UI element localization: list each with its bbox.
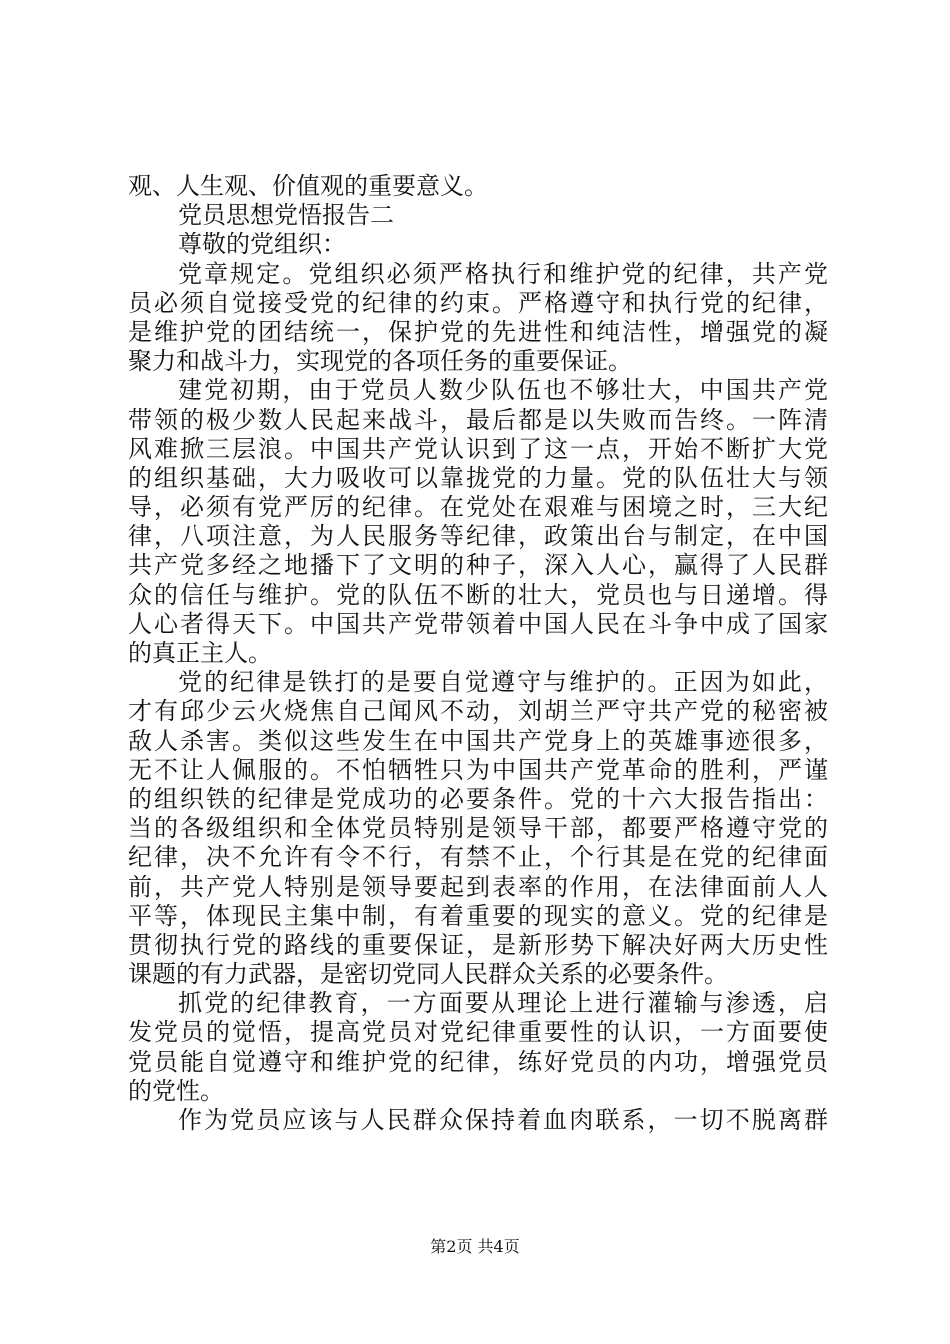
text-line: 人心者得天下。中国共产党带领着中国人民在斗争中成了国家 — [128, 609, 828, 638]
text-line: 党员思想党悟报告二 — [178, 201, 394, 230]
text-line: 员必须自觉接受党的纪律的约束。严格遵守和执行党的纪律， — [128, 288, 828, 317]
text-line: 建党初期，由于党员人数少队伍也不够壮大，中国共产党 — [178, 376, 828, 405]
text-line: 党章规定。党组织必须严格执行和维护党的纪律，共产党 — [178, 259, 828, 288]
text-line: 共产党多经之地播下了文明的种子，深入人心，赢得了人民群 — [128, 551, 828, 580]
text-line: 纪律，决不允许有令不行，有禁不止，个行其是在党的纪律面 — [128, 843, 828, 872]
text-line: 导，必须有党严厉的纪律。在党处在艰难与困境之时，三大纪 — [128, 493, 828, 522]
text-line: 贯彻执行党的路线的重要保证，是新形势下解决好两大历史性 — [128, 930, 828, 959]
text-line: 尊敬的党组织： — [178, 230, 346, 259]
page-footer: 第2页 共4页 — [430, 1237, 520, 1256]
text-line: 前，共产党人特别是领导要起到表率的作用，在法律面前人人 — [128, 872, 828, 901]
document-body — [128, 172, 828, 1135]
text-line: 带领的极少数人民起来战斗，最后都是以失败而告终。一阵清 — [128, 405, 828, 434]
text-line: 无不让人佩服的。不怕牺牲只为中国共产党革命的胜利，严谨 — [128, 755, 828, 784]
text-line: 才有邱少云火烧焦自己闻风不动，刘胡兰严守共产党的秘密被 — [128, 697, 828, 726]
text-line: 观、人生观、价值观的重要意义。 — [128, 172, 488, 200]
text-line: 党的纪律是铁打的是要自觉遵守与维护的。正因为如此， — [178, 668, 828, 697]
text-line: 当的各级组织和全体党员特别是领导干部，都要严格遵守党的 — [128, 814, 828, 843]
text-line: 的党性。 — [128, 1076, 224, 1105]
text-line: 作为党员应该与人民群众保持着血肉联系，一切不脱离群 — [178, 1106, 828, 1134]
text-line: 聚力和战斗力，实现党的各项任务的重要保证。 — [128, 347, 632, 376]
text-line: 是维护党的团结统一，保护党的先进性和纯洁性，增强党的凝 — [128, 317, 828, 346]
text-line: 抓党的纪律教育，一方面要从理论上进行灌输与渗透，启 — [178, 989, 828, 1018]
text-line: 的组织基础，大力吸收可以靠拢党的力量。党的队伍壮大与领 — [128, 463, 828, 492]
text-line: 敌人杀害。类似这些发生在中国共产党身上的英雄事迹很多， — [128, 726, 828, 755]
text-line: 的组织铁的纪律是党成功的必要条件。党的十六大报告指出： — [128, 784, 828, 813]
text-line: 课题的有力武器，是密切党同人民群众关系的必要条件。 — [128, 960, 728, 989]
text-line: 平等，体现民主集中制，有着重要的现实的意义。党的纪律是 — [128, 901, 828, 930]
text-line: 的真正主人。 — [128, 639, 272, 667]
text-line: 众的信任与维护。党的队伍不断的壮大，党员也与日递增。得 — [128, 580, 828, 609]
text-line: 发党员的觉悟，提高党员对党纪律重要性的认识，一方面要使 — [128, 1018, 828, 1047]
text-line: 风难掀三层浪。中国共产党认识到了这一点，开始不断扩大党 — [128, 434, 828, 463]
text-line: 律，八项注意，为人民服务等纪律，政策出台与制定，在中国 — [128, 522, 828, 551]
text-line: 党员能自觉遵守和维护党的纪律，练好党员的内功，增强党员 — [128, 1047, 828, 1076]
